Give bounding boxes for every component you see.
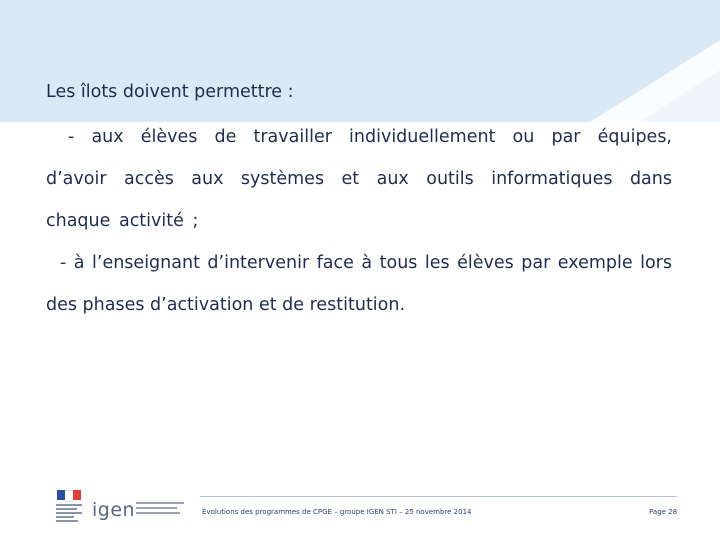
page-number: Page 28 [649,508,678,516]
footer-divider [200,496,677,497]
paragraph-teacher: - à l’enseignant d’intervenir face à tous les élèves par exemple lors des phases d’activation et de restitution. [46,253,672,315]
slide-heading: Les îlots doivent permettre : [46,82,294,102]
ministry-caption-lines [56,504,82,524]
slide-content [46,80,672,326]
footer-caption: Évolutions des programmes de CPGE – groupe IGEN STI – 25 novembre 2014 [202,508,472,516]
igen-caption-lines [136,502,184,517]
igen-logo: igen [92,499,136,521]
paragraph-students: - aux élèves de travailler individuellement ou par équipes, d’avoir accès aux systèmes et aux outils informatiques dans chaque activité ; [46,127,672,231]
french-flag-icon [57,490,81,500]
marianne-logo [52,488,86,530]
